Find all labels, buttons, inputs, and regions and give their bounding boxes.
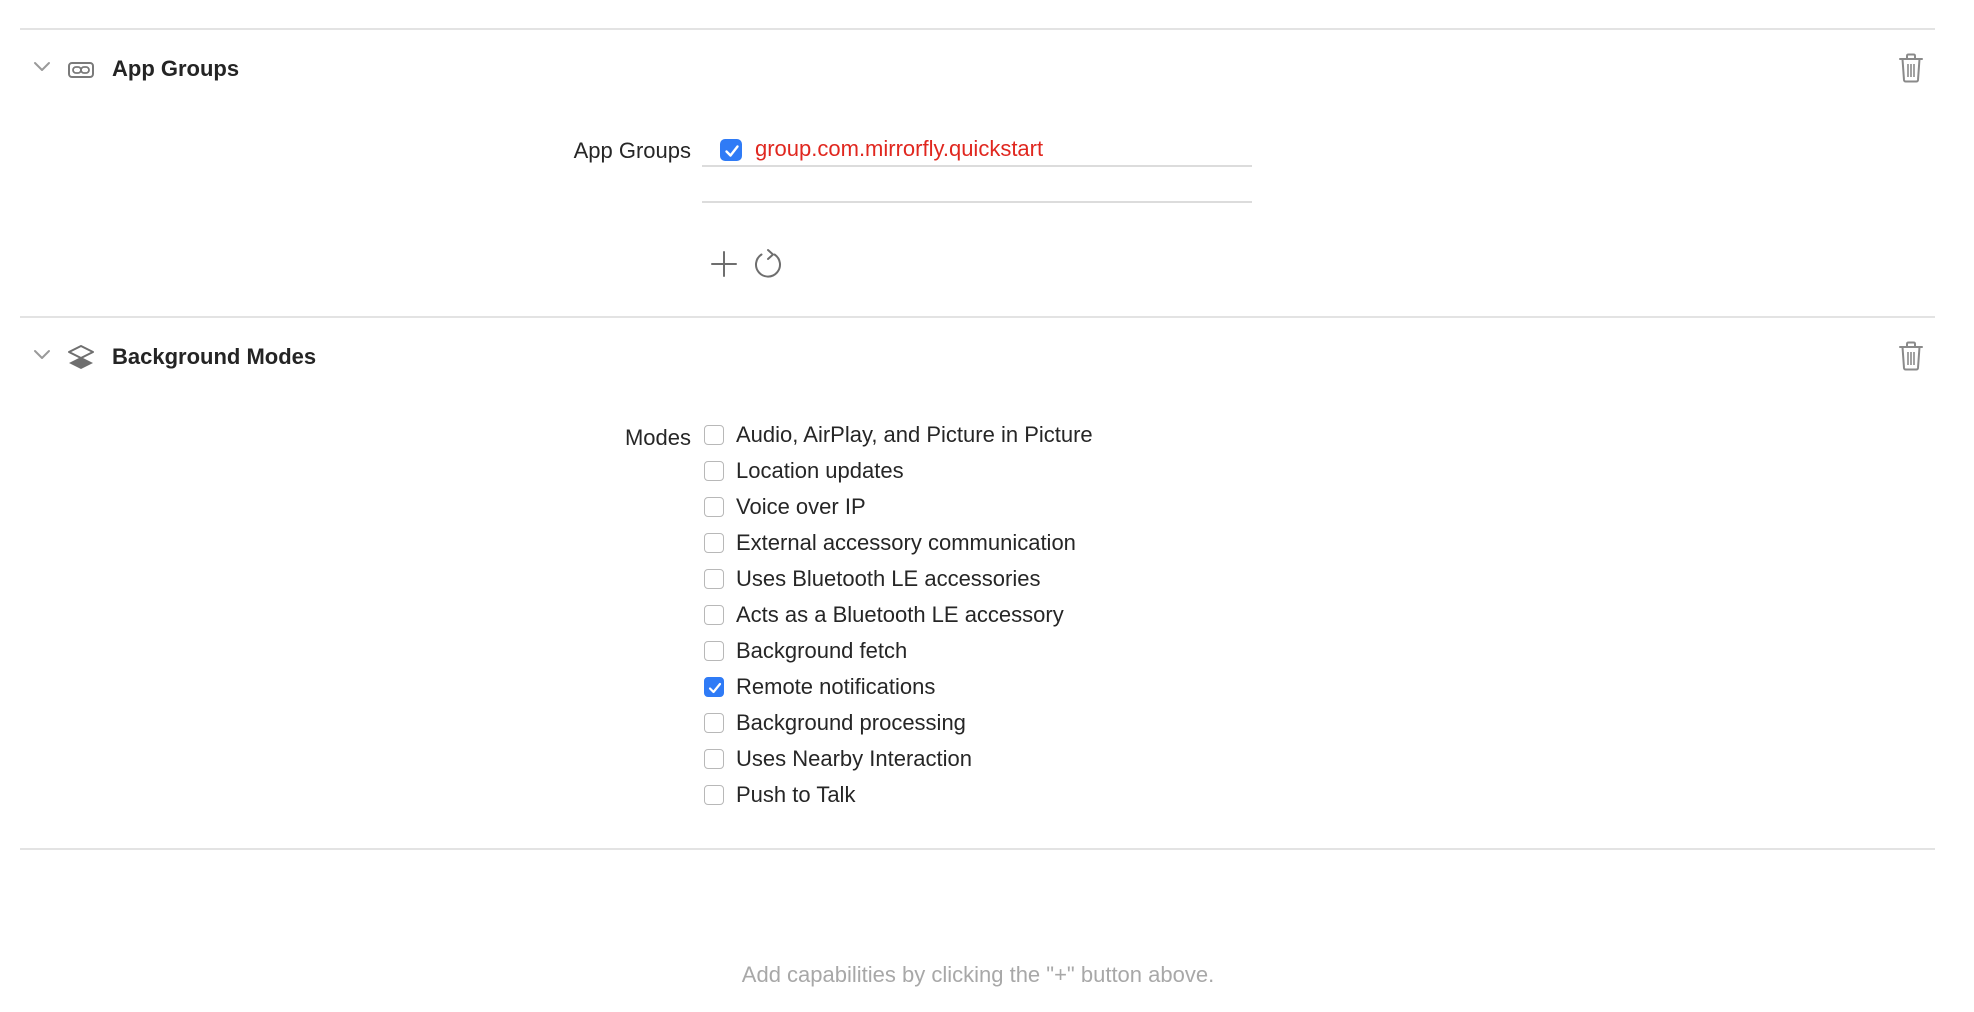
mode-label: Location updates <box>736 458 904 483</box>
mode-checkbox[interactable] <box>704 497 724 517</box>
layers-icon <box>67 343 95 371</box>
mode-checkbox[interactable] <box>704 461 724 481</box>
trash-icon[interactable] <box>1897 52 1925 84</box>
mode-checkbox[interactable] <box>704 785 724 805</box>
mode-label: Background fetch <box>736 638 908 663</box>
mode-row[interactable] <box>702 709 1402 739</box>
trash-icon[interactable] <box>1897 340 1925 372</box>
mode-label: Background processing <box>736 710 966 735</box>
mode-row[interactable] <box>702 565 1402 595</box>
mode-label: Voice over IP <box>736 494 866 519</box>
mode-row[interactable] <box>702 673 1402 703</box>
app-groups-list-bottom <box>702 201 1252 203</box>
mode-checkbox[interactable] <box>704 605 724 625</box>
refresh-icon[interactable] <box>752 248 784 280</box>
background-modes-title: Background Modes <box>112 344 317 369</box>
checkmark-icon <box>707 680 723 696</box>
app-groups-field-label: App Groups <box>573 138 691 163</box>
mode-row[interactable] <box>702 637 1402 667</box>
mode-checkbox[interactable] <box>704 533 724 553</box>
app-groups-title: App Groups <box>112 56 240 81</box>
mode-row[interactable] <box>702 601 1402 631</box>
mode-checkbox[interactable] <box>704 641 724 661</box>
mode-label: External accessory communication <box>736 530 1076 555</box>
mode-row[interactable] <box>702 745 1402 775</box>
mode-row[interactable] <box>702 529 1402 559</box>
mode-label: Uses Nearby Interaction <box>736 746 972 771</box>
mode-checkbox[interactable] <box>704 569 724 589</box>
mode-row[interactable] <box>702 457 1402 487</box>
link-box-icon <box>67 56 95 84</box>
divider-bottom <box>20 848 1935 850</box>
modes-field-label: Modes <box>624 425 691 450</box>
mode-row[interactable] <box>702 421 1402 451</box>
app-groups-header <box>0 48 1974 92</box>
mode-checkbox[interactable] <box>704 749 724 769</box>
mode-label: Push to Talk <box>736 782 856 807</box>
background-modes-header <box>0 336 1974 380</box>
app-group-identifier[interactable]: group.com.mirrorfly.quickstart <box>755 136 1044 161</box>
chevron-down-icon[interactable] <box>31 344 53 366</box>
divider-top <box>20 28 1935 30</box>
mode-label: Acts as a Bluetooth LE accessory <box>736 602 1064 627</box>
divider-middle <box>20 316 1935 318</box>
plus-icon[interactable] <box>708 248 740 280</box>
app-groups-list-separator <box>702 165 1252 167</box>
app-group-checkbox[interactable] <box>720 139 742 161</box>
mode-label: Uses Bluetooth LE accessories <box>736 566 1041 591</box>
mode-row[interactable] <box>702 781 1402 811</box>
checkmark-icon <box>723 142 741 160</box>
mode-checkbox[interactable] <box>704 677 724 697</box>
mode-label: Audio, AirPlay, and Picture in Picture <box>736 422 1093 447</box>
mode-label: Remote notifications <box>736 674 936 699</box>
add-capabilities-hint: Add capabilities by clicking the "+" button above. <box>741 962 1215 987</box>
chevron-down-icon[interactable] <box>31 56 53 78</box>
mode-row[interactable] <box>702 493 1402 523</box>
mode-checkbox[interactable] <box>704 425 724 445</box>
mode-checkbox[interactable] <box>704 713 724 733</box>
